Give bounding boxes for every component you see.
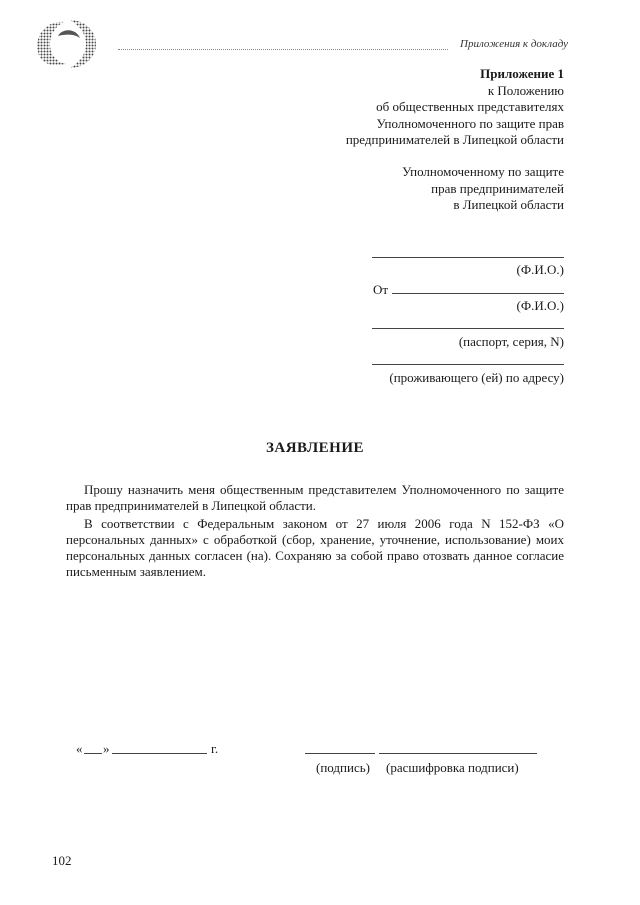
fio-caption-2: (Ф.И.О.) xyxy=(516,298,564,313)
appendix-line: об общественных представителях xyxy=(376,99,564,114)
addressee-block xyxy=(402,164,564,214)
addressee-name-line xyxy=(372,257,564,258)
from-label: От xyxy=(373,282,389,297)
signature-caption: (подпись) xyxy=(316,760,370,775)
appendix-title: Приложение 1 xyxy=(480,66,564,81)
addressee-line: прав предпринимателей xyxy=(431,180,564,196)
header-dotted-rule xyxy=(118,49,448,50)
document-title: ЗАЯВЛЕНИЕ xyxy=(265,440,365,456)
from-name-line xyxy=(392,293,564,294)
fio-caption-1: (Ф.И.О.) xyxy=(516,262,564,277)
address-line xyxy=(372,364,564,365)
address-caption: (проживающего (ей) по адресу) xyxy=(389,370,564,385)
appendix-block xyxy=(346,66,564,149)
addressee-line: в Липецкой области xyxy=(453,197,564,212)
signature-decoding-line xyxy=(379,753,537,754)
appendix-line: к Положению xyxy=(487,82,564,98)
passport-line xyxy=(372,328,564,329)
page-number: 102 xyxy=(52,853,72,868)
signature-line xyxy=(305,753,375,754)
date-month-line xyxy=(112,753,207,754)
appendix-line: Уполномоченного по защите прав xyxy=(376,115,564,131)
passport-caption: (паспорт, серия, N) xyxy=(458,334,564,349)
appendix-line: предпринимателей в Липецкой области xyxy=(345,132,564,147)
date-close-quote: » xyxy=(103,741,110,756)
body-paragraph-2: В соответствии с Федеральным законом от 27 июля 2006 года N 152-ФЗ «О персональных данных» с обработкой (сбор, хранение, уточнение, использование) моих персональных данных согласен (на). Сохраняю за собой право отозвать данное согласие письменным заявлением. xyxy=(66,516,564,579)
body-paragraph-1: Прошу назначить меня общественным представителем Уполномоченного по защите прав предпринимателей в Липецкой области. xyxy=(66,482,564,513)
year-suffix: г. xyxy=(211,741,219,756)
decoding-caption: (расшифровка подписи) xyxy=(386,760,519,775)
swirl-logo-icon xyxy=(28,14,104,74)
date-day-line xyxy=(84,753,102,754)
running-head: Приложения к докладу xyxy=(460,38,568,50)
date-open-quote: « xyxy=(76,741,83,756)
addressee-line: Уполномоченному по защите xyxy=(402,164,564,179)
